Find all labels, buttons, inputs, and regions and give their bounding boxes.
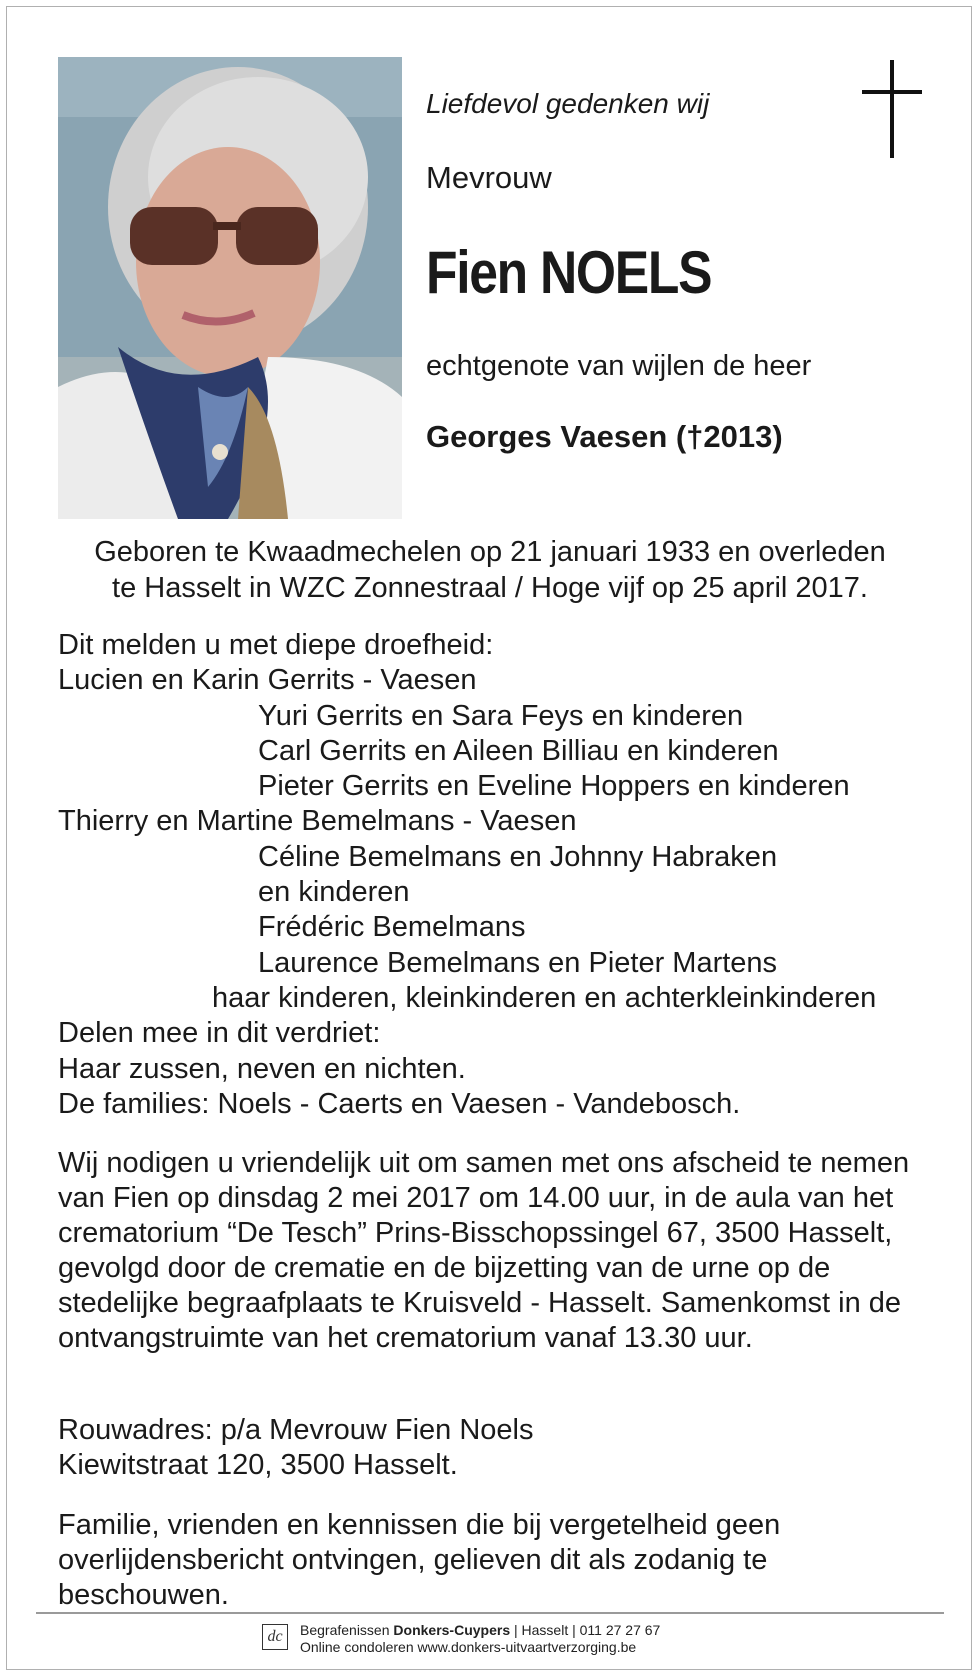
- family-line: Thierry en Martine Bemelmans - Vaesen: [58, 805, 577, 838]
- family-line: Céline Bemelmans en Johnny Habraken: [258, 840, 778, 873]
- footer-contact: | Hasselt | 011 27 27 67: [510, 1622, 661, 1638]
- footer-prefix: Begrafenissen: [300, 1622, 394, 1638]
- siblings-text: Haar zussen, neven en nichten.: [58, 1052, 466, 1085]
- family-line: haar kinderen, kleinkinderen en achterkleinkinderen: [212, 981, 877, 1014]
- birth-death-line: Geboren te Kwaadmechelen op 21 januari 1933 en overleden: [94, 536, 886, 568]
- footer-company-line: [300, 1622, 660, 1639]
- family-line: Carl Gerrits en Aileen Billiau en kinderen: [258, 734, 779, 767]
- honorific: Mevrouw: [426, 160, 552, 195]
- announce-text: Dit melden u met diepe droefheid:: [58, 629, 494, 661]
- share-text: Delen mee in dit verdriet:: [58, 1017, 381, 1050]
- families-text: De families: Noels - Caerts en Vaesen - Vandebosch.: [58, 1087, 741, 1120]
- family-line: Frédéric Bemelmans: [258, 911, 526, 944]
- birth-death-line: te Hasselt in WZC Zonnestraal / Hoge vijf op 25 april 2017.: [112, 572, 868, 604]
- family-list: [58, 628, 938, 1122]
- footer-divider: [36, 1612, 944, 1614]
- intro-text: Liefdevol gedenken wij: [426, 88, 710, 119]
- birth-death-text: [40, 534, 940, 606]
- notice-text: Familie, vrienden en kennissen die bij vergetelheid geen overlijdensbericht ontvingen, gelieven dit als zodanig te beschouwen.: [58, 1509, 781, 1611]
- family-line: Lucien en Karin Gerrits - Vaesen: [58, 664, 477, 697]
- invitation-text: Wij nodigen u vriendelijk uit om samen met ons afscheid te nemen van Fien op dinsdag 2 mei 2017 om 14.00 uur, in de aula van het crematorium “De Tesch” Prins-Bisschopssingel 67, 3500 Hasselt, gevolgd door de crematie en de bijzetting van de urne op de stedelijke begraafplaats te Kruisveld - Hasselt. Samenkomst in de ontvangstruimte van het crematorium vanaf 13.30 uur.: [58, 1147, 910, 1354]
- address-line: Rouwadres: p/a Mevrouw Fien Noels: [58, 1414, 534, 1446]
- family-line: Pieter Gerrits en Eveline Hoppers en kinderen: [258, 770, 850, 803]
- family-line: Laurence Bemelmans en Pieter Martens: [258, 946, 778, 979]
- spouse-name: Georges Vaesen (†2013): [426, 419, 783, 454]
- mourning-address: [58, 1413, 928, 1483]
- portrait-photo: [58, 57, 402, 519]
- company-logo: dc: [262, 1624, 288, 1650]
- footer-online-link[interactable]: Online condoleren www.donkers-uitvaartverzorging.be: [300, 1639, 637, 1655]
- footer: [300, 1622, 660, 1656]
- family-line: Yuri Gerrits en Sara Feys en kinderen: [258, 699, 744, 732]
- deceased-name: Fien NOELS: [426, 239, 712, 306]
- spouse-relation: echtgenote van wijlen de heer: [426, 350, 812, 382]
- cross-icon: [862, 60, 922, 160]
- address-line: Kiewitstraat 120, 3500 Hasselt.: [58, 1449, 458, 1481]
- footer-company: Donkers-Cuypers: [393, 1622, 511, 1638]
- family-line: en kinderen: [258, 876, 410, 909]
